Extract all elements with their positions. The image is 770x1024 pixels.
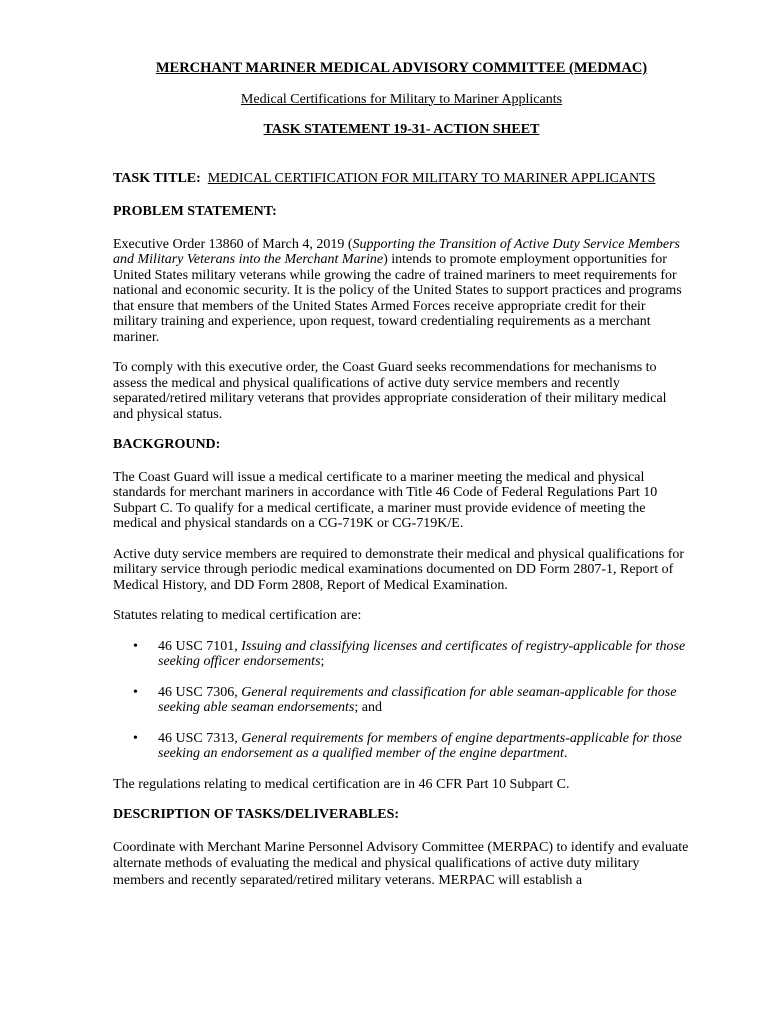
deliverables-paragraph-1: Coordinate with Merchant Marine Personnel Advisory Committee (MERPAC) to identify and evaluate alternate methods of evaluating the medical and physical qualifications of active duty military members and recently separated/retired military veterans. MERPAC will establish a [113, 839, 689, 888]
background-paragraph-1: The Coast Guard will issue a medical certificate to a mariner meeting the medical and physical standards for merchant mariners in accordance with Title 46 Code of Federal Regulations Part 10 Subpart C. To qualify for a medical certificate, a mariner must provide evidence of meeting the medical and physical standards on a CG-719K or CG-719K/E. [113, 469, 658, 531]
background-paragraph-4: The regulations relating to medical certification are in 46 CFR Part 10 Subpart C. [113, 776, 570, 792]
list-item: • 46 USC 7313, General requirements for members of engine departments-applicable for those seeking an endorsement as a qualified member of the engine department. [133, 730, 682, 761]
task-title-label: TASK TITLE: [113, 170, 201, 186]
task-statement-heading: TASK STATEMENT 19-31- ACTION SHEET [263, 122, 540, 137]
document-title: MERCHANT MARINER MEDICAL ADVISORY COMMITTEE (MEDMAC) [155, 60, 648, 76]
problem-statement-paragraph-2: To comply with this executive order, the Coast Guard seeks recommendations for mechanisms to assess the medical and physical qualifications of active duty service members and recently separated/retired military veterans that provides appropriate consideration of their military medical and physical status. [113, 360, 667, 422]
deliverables-heading: DESCRIPTION OF TASKS/DELIVERABLES: [113, 807, 400, 822]
statutes-list [113, 639, 690, 762]
problem-statement-paragraph-1: Executive Order 13860 of March 4, 2019 (Supporting the Transition of Active Duty Service Members and Military Veterans into the Merchant Marine) intends to promote employment opportunities for United States military veterans while growing the cadre of trained mariners to meet requirements for national and economic security. It is the policy of the United States to support practices and programs that ensure that members of the United States Armed Forces receive appropriate credit for their military training and experience, upon request, toward credentialing requirements as a merchant mariner. [113, 236, 682, 345]
bullet-icon: • [133, 684, 138, 700]
task-title [113, 171, 690, 187]
bullet-icon: • [133, 730, 138, 746]
background-paragraph-3: Statutes relating to medical certification are: [113, 608, 362, 623]
problem-statement-heading: PROBLEM STATEMENT: [113, 204, 277, 219]
list-item: • 46 USC 7101, Issuing and classifying licenses and certificates of registry-applicable for those seeking officer endorsements; [133, 638, 686, 669]
task-title-value: MEDICAL CERTIFICATION FOR MILITARY TO MARINER APPLICANTS [207, 170, 656, 186]
list-item: • 46 USC 7306, General requirements and classification for able seaman-applicable for those seeking able seaman endorsements; and [133, 684, 677, 715]
background-heading: BACKGROUND: [113, 437, 221, 452]
background-paragraph-2: Active duty service members are required to demonstrate their medical and physical qualifications for military service through periodic medical examinations documented on DD Form 2807-1, Report of Medical History, and DD Form 2808, Report of Medical Examination. [113, 546, 685, 593]
document-subtitle: Medical Certifications for Military to Mariner Applicants [240, 91, 563, 107]
bullet-icon: • [133, 638, 138, 654]
